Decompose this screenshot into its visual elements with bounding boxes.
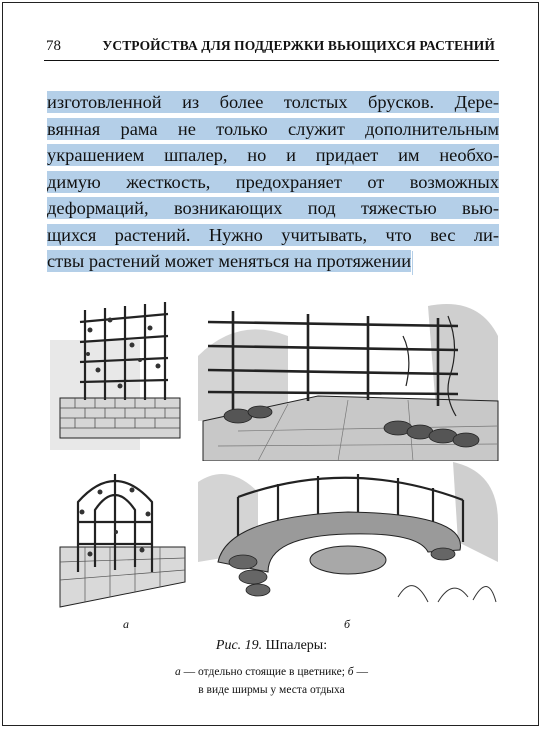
text-line xyxy=(47,89,499,116)
selected-text: изготовленной из более толстых брусков. Дере- xyxy=(47,92,499,112)
text-line xyxy=(47,142,499,169)
text-line xyxy=(47,116,499,143)
figure-number: Рис. 19. xyxy=(215,638,263,653)
text-line xyxy=(47,169,499,196)
selected-text: украшением шпалер, но и придает им необхо- xyxy=(47,145,499,165)
figure-legend-line-1 xyxy=(0,666,543,678)
panel-label-b: б xyxy=(344,617,351,631)
page-number: 78 xyxy=(46,38,61,54)
text-line xyxy=(47,222,499,249)
legend-marker-b: б xyxy=(347,666,354,678)
selected-text: димую жесткость, предохраняет от возможных xyxy=(47,171,499,192)
running-title: УСТРОЙСТВА ДЛЯ ПОДДЕРЖКИ ВЬЮЩИХСЯ РАСТЕНИЙ xyxy=(102,38,495,53)
selected-text: вянная рама не только служит дополнительным xyxy=(47,118,499,139)
selected-text: деформаций, возникающих под тяжестью вью- xyxy=(47,198,499,218)
body-paragraph[interactable] xyxy=(47,89,499,275)
figure-legend-line-2: в виде ширмы у места отдыха xyxy=(198,684,345,696)
text-cursor xyxy=(412,251,413,275)
trellis-illustration-b-bottom xyxy=(198,462,503,612)
legend-text-b: — xyxy=(353,666,368,678)
panel-label-a: а xyxy=(123,617,129,631)
legend-text-a: — отдельно стоящие в цветнике; xyxy=(180,666,348,678)
trellis-illustration-a-top xyxy=(50,300,190,460)
figure-caption xyxy=(0,638,543,654)
trellis-illustration-a-bottom xyxy=(50,462,190,612)
selected-text: щихся растений. Нужно учитывать, что вес ли- xyxy=(47,224,499,245)
trellis-illustration-b-top xyxy=(198,296,503,461)
text-line xyxy=(47,195,499,222)
header-rule xyxy=(44,60,499,61)
text-line xyxy=(47,248,499,275)
selected-text: ствы растений может меняться на протяжении xyxy=(47,251,412,271)
legend-marker-a: а xyxy=(175,666,181,678)
figure-title: Шпалеры: xyxy=(265,638,328,653)
